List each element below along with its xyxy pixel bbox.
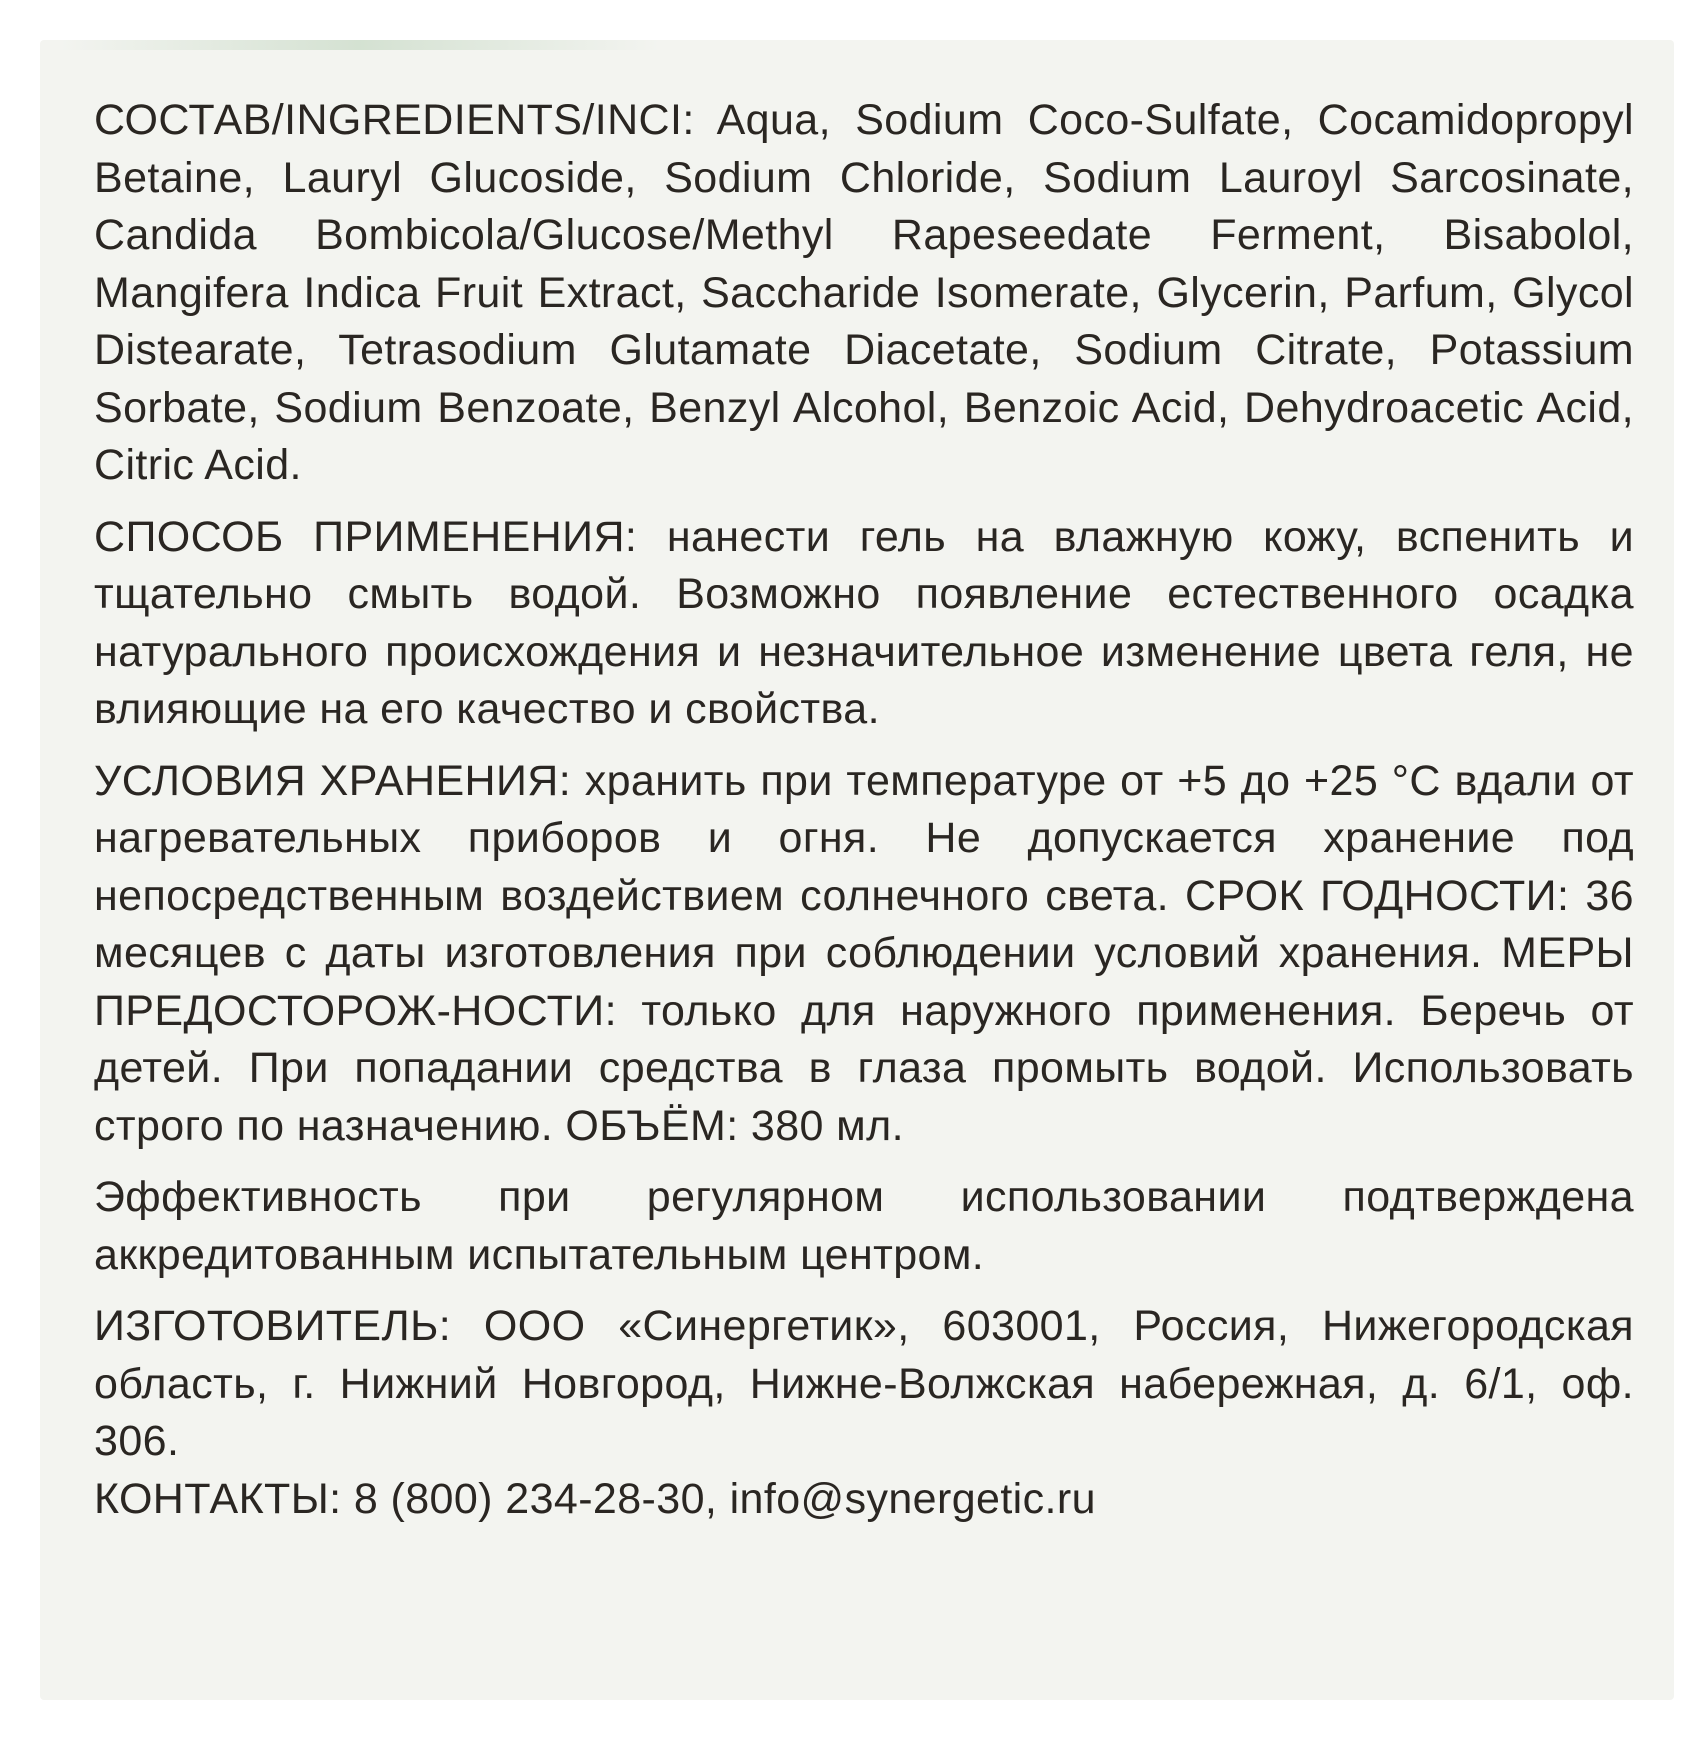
efficacy-paragraph: Эффективность при регулярном использовании подтверждена аккредитованным испытательным центром. (94, 1173, 1634, 1279)
manufacturer-paragraph: ИЗГОТОВИТЕЛЬ: ООО «Синергетик», 603001, Россия, Нижегородская область, г. Нижний Новгород, Нижне-Волжская набережная, д. 6/1, оф. 306. (94, 1302, 1634, 1465)
spacer (94, 1284, 1634, 1298)
contacts-line: КОНТАКТЫ: 8 (800) 234-28-30, info@synergetic.ru (94, 1474, 1096, 1523)
label-text-block (94, 92, 1634, 1528)
usage-paragraph: СПОСОБ ПРИМЕНЕНИЯ: нанести гель на влажную кожу, вспенить и тщательно смыть водой. Возможно появление естественного осадка натурального происхождения и незначительное изменение цвета геля, не влияющие на его качество и свойства. (94, 512, 1634, 733)
spacer (94, 1155, 1634, 1169)
decorative-green-strip (60, 40, 660, 50)
spacer (94, 495, 1634, 509)
ingredients-paragraph: СОСТАВ/INGREDIENTS/INCI: Aqua, Sodium Coco-Sulfate, Cocamidopropyl Betaine, Lauryl Glucoside, Sodium Chloride, Sodium Lauroyl Sarcosinate, Candida Bombicola/Glucose/Methyl Rapeseedate Ferment, Bisabolol, Mangifera Indica Fruit Extract, Saccharide Isomerate, Glycerin, Parfum, Glycol Distearate, Tetrasodium Glutamate Diacetate, Sodium Citrate, Potassium Sorbate, Sodium Benzoate, Benzyl Alcohol, Benzoic Acid, Dehydroacetic Acid, Citric Acid. (94, 96, 1634, 489)
storage-paragraph: УСЛОВИЯ ХРАНЕНИЯ: хранить при температуре от +5 до +25 °С вдали от нагревательных приборов и огня. Не допускается хранение под непосредственным воздействием солнечного света. СРОК ГОДНОСТИ: 36 месяцев с даты изготовления при соблюдении условий хранения. МЕРЫ ПРЕДОСТОРОЖ-НОСТИ: только для наружного применения. Беречь от детей. При попадании средства в глаза промыть водой. Использовать строго по назначению. ОБЪЁМ: 380 мл. (94, 756, 1634, 1150)
spacer (94, 739, 1634, 753)
